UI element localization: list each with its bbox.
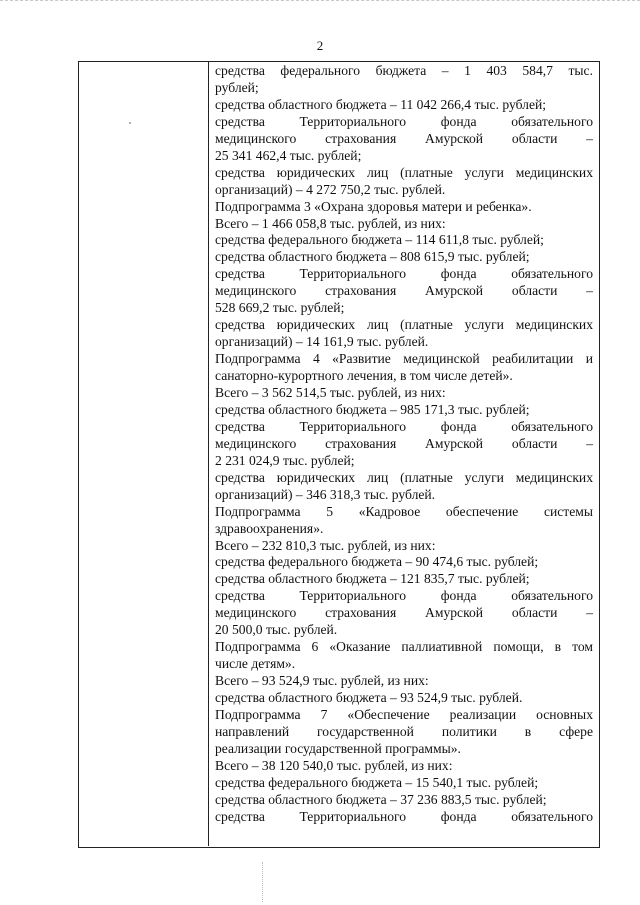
text-line: здравоохранения». <box>215 520 324 536</box>
text-line: 528 669,2 тыс. рублей; <box>215 300 345 316</box>
text-line: средства областного бюджета – 121 835,7 тыс. рублей; <box>215 571 530 587</box>
text-line: Всего – 38 120 540,0 тыс. рублей, из них: <box>215 757 453 773</box>
text-line: средства юридических лиц (платные услуги медицинских <box>215 317 593 333</box>
text-line: Подпрограмма 4 «Развитие медицинской реабилитации и <box>215 351 593 367</box>
scan-margin-marks <box>262 862 269 902</box>
text-line: 25 341 462,4 тыс. рублей; <box>215 147 362 163</box>
text-line: средства областного бюджета – 808 615,9 тыс. рублей; <box>215 249 530 265</box>
text-line: средства Территориального фонда обязательного <box>215 113 593 129</box>
text-line: Всего – 3 562 514,5 тыс. рублей, из них: <box>215 384 446 400</box>
text-line: организаций) – 14 161,9 тыс. рублей. <box>215 334 429 350</box>
text-line: 2 231 024,9 тыс. рублей; <box>215 452 355 468</box>
page-number: 2 <box>316 38 324 53</box>
text-line: Подпрограмма 5 «Кадровое обеспечение системы <box>215 503 593 519</box>
text-line: средства Территориального фонда обязательного <box>215 418 593 434</box>
text-line: 20 500,0 тыс. рублей. <box>215 622 338 638</box>
text-line: средства Территориального фонда обязательного <box>215 588 593 604</box>
text-line: средства областного бюджета – 37 236 883,5 тыс. рублей; <box>215 791 547 807</box>
text-line: средства областного бюджета – 985 171,3 тыс. рублей; <box>215 401 530 417</box>
funding-text-cell <box>215 63 593 826</box>
table-column-divider <box>208 61 209 846</box>
text-line: организаций) – 346 318,3 тыс. рублей. <box>215 486 436 502</box>
text-line: Всего – 1 466 058,8 тыс. рублей, из них: <box>215 215 446 231</box>
text-line: медицинского страхования Амурской области – <box>215 435 593 451</box>
text-line: Подпрограмма 3 «Охрана здоровья матери и ребенка». <box>215 198 532 214</box>
text-line: рублей; <box>215 79 259 95</box>
text-line: средства юридических лиц (платные услуги медицинских <box>215 164 593 180</box>
text-line: средства федерального бюджета – 90 474,6 тыс. рублей; <box>215 554 539 570</box>
text-line: медицинского страхования Амурской области – <box>215 130 593 146</box>
text-line: числе детям». <box>215 656 296 672</box>
text-line: средства федерального бюджета – 15 540,1 тыс. рублей; <box>215 774 539 790</box>
text-line: санаторно-курортного лечения, в том числе детей». <box>215 368 513 384</box>
text-line: медицинского страхования Амурской области – <box>215 283 593 299</box>
text-line: Всего – 232 810,3 тыс. рублей, из них: <box>215 537 436 553</box>
text-line: Подпрограмма 7 «Обеспечение реализации основных <box>215 706 593 722</box>
text-line: направлений государственной политики в сфере <box>215 723 593 739</box>
text-line: реализации государственной программы». <box>215 740 461 756</box>
text-line: средства федерального бюджета – 1 403 584,7 тыс. <box>215 63 593 78</box>
text-line: средства Территориального фонда обязательного <box>215 808 593 824</box>
text-line: средства областного бюджета – 11 042 266,4 тыс. рублей; <box>215 96 547 112</box>
page-top-edge <box>0 0 640 9</box>
text-line: средства областного бюджета – 93 524,9 тыс. рублей. <box>215 690 523 706</box>
scan-speck <box>129 122 131 124</box>
text-line: медицинского страхования Амурской области – <box>215 605 593 621</box>
text-line: средства федерального бюджета – 114 611,8 тыс. рублей; <box>215 232 544 248</box>
text-line: организаций) – 4 272 750,2 тыс. рублей. <box>215 181 446 197</box>
text-line: Подпрограмма 6 «Оказание паллиативной помощи, в том <box>215 639 593 655</box>
text-line: средства Территориального фонда обязательного <box>215 266 593 282</box>
text-line: Всего – 93 524,9 тыс. рублей, из них: <box>215 673 429 689</box>
text-line: средства юридических лиц (платные услуги медицинских <box>215 469 593 485</box>
